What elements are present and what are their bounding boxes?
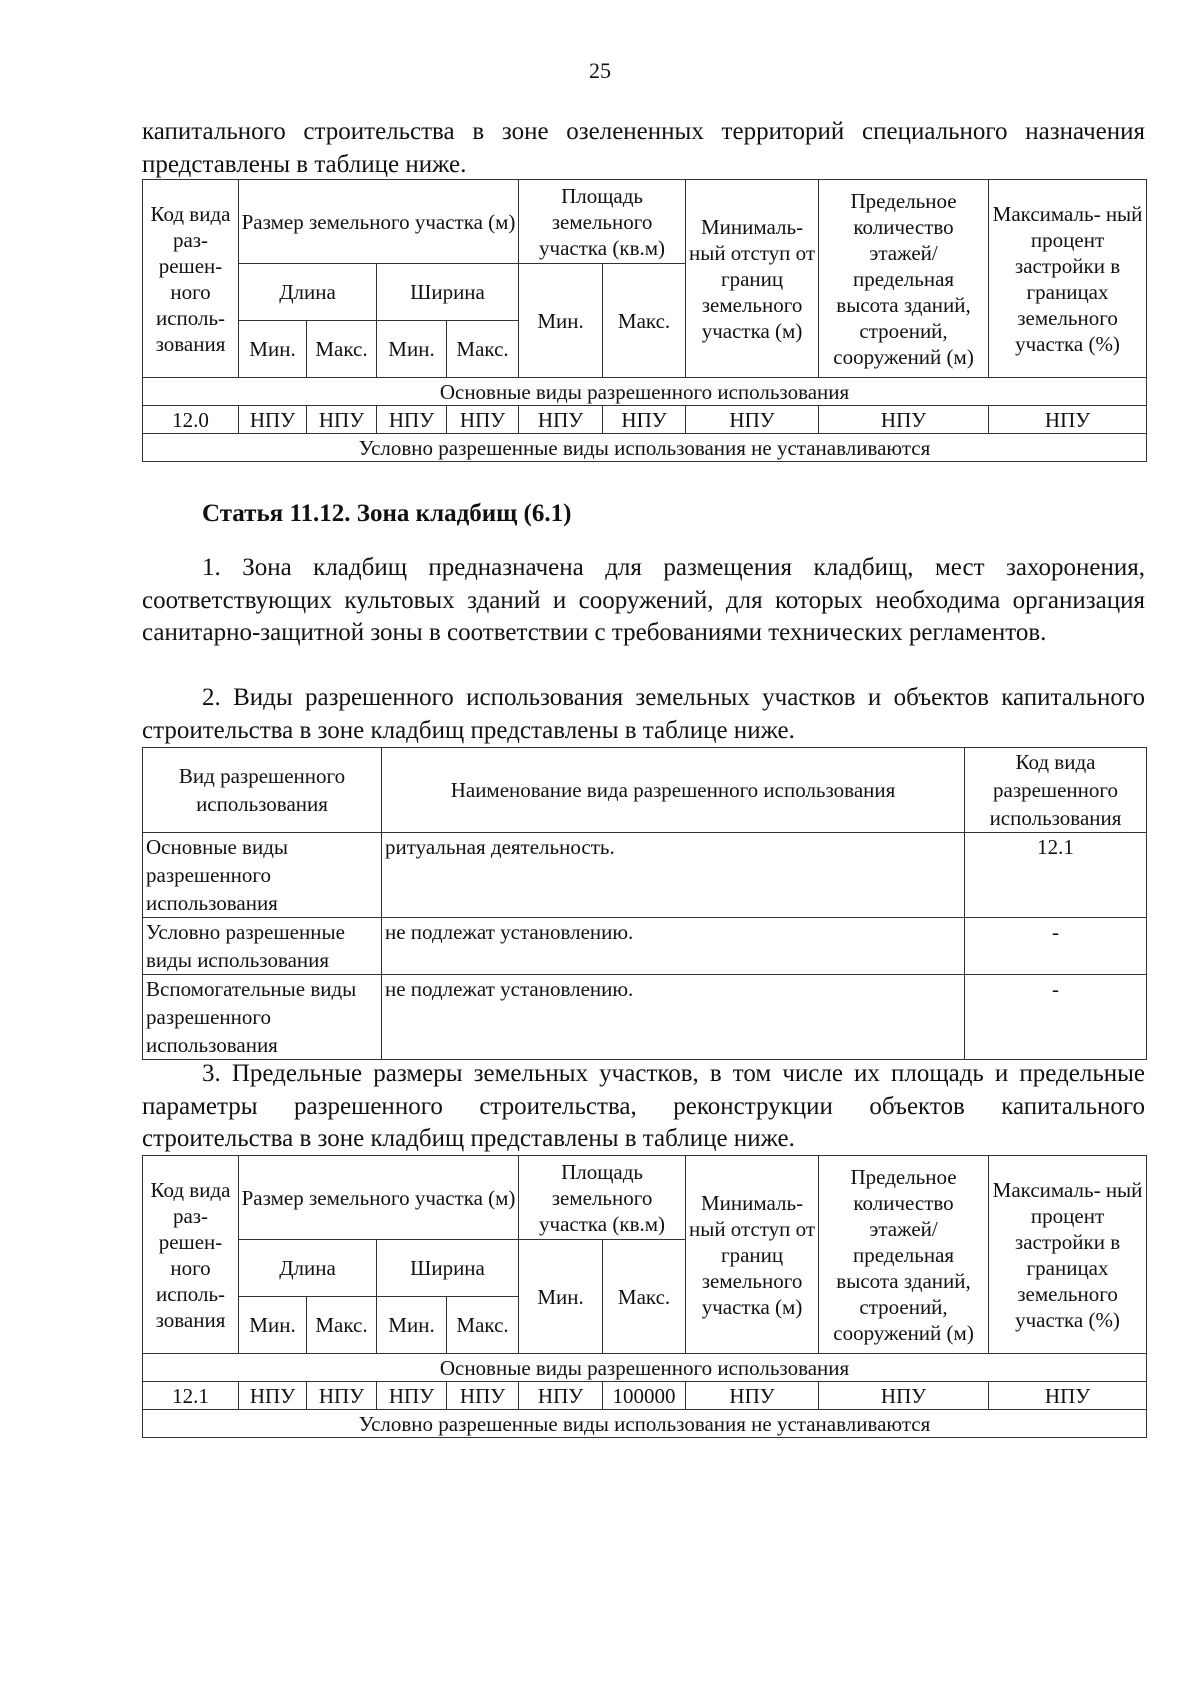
- header-width-max: Макс.: [447, 1297, 519, 1354]
- cell-width-max: НПУ: [447, 1382, 519, 1410]
- paragraph-1: 1. Зона кладбищ предназначена для размещения кладбищ, мест захоронения, соответствующих культовых зданий и сооружений, для которых необходима организация санитарно-защитной зоны в соответствии с требованиями технических регламентов.: [142, 554, 1145, 646]
- header-coverage: Максималь- ный процент застройки в границах земельного участка (%): [989, 180, 1147, 378]
- table-row: [143, 918, 1147, 975]
- main-uses-label: Основные виды разрешенного использования: [143, 1354, 1147, 1382]
- header-length-max: Макс.: [307, 321, 377, 378]
- cell-floors: НПУ: [819, 1382, 989, 1410]
- uses-table: [142, 747, 1147, 1060]
- header-size: Размер земельного участка (м): [239, 180, 519, 264]
- cell-length-max: НПУ: [307, 1382, 377, 1410]
- header-size: Размер земельного участка (м): [239, 1156, 519, 1240]
- uses-header-code: Код вида разрешенного использования: [965, 748, 1147, 833]
- cell-code: 12.0: [143, 406, 239, 434]
- header-floors: Предельное количество этажей/ предельная высота зданий, строений, сооружений (м): [819, 180, 989, 378]
- use-code: -: [965, 918, 1147, 975]
- uses-header-name: Наименование вида разрешенного использования: [382, 748, 965, 833]
- article-heading: Статья 11.12. Зона кладбищ (6.1): [202, 500, 572, 527]
- use-code: 12.1: [965, 833, 1147, 918]
- cell-width-max: НПУ: [447, 406, 519, 434]
- header-length: Длина: [239, 1240, 377, 1297]
- cell-width-min: НПУ: [377, 1382, 447, 1410]
- header-length: Длина: [239, 264, 377, 321]
- params-table-2: [142, 1155, 1147, 1438]
- cell-area-max: НПУ: [603, 406, 686, 434]
- cell-area-min: НПУ: [519, 406, 603, 434]
- table-row: [143, 975, 1147, 1060]
- header-length-min: Мин.: [239, 321, 307, 378]
- conditional-uses-label: Условно разрешенные виды использования не устанавливаются: [143, 1410, 1147, 1438]
- table-row: [143, 406, 1147, 434]
- header-area-min: Мин.: [519, 1240, 603, 1354]
- header-coverage: Максималь- ный процент застройки в границах земельного участка (%): [989, 1156, 1147, 1354]
- header-area: Площадь земельного участка (кв.м): [519, 180, 686, 264]
- cell-length-max: НПУ: [307, 406, 377, 434]
- header-width-max: Макс.: [447, 321, 519, 378]
- cell-setback: НПУ: [686, 406, 819, 434]
- header-width: Ширина: [377, 264, 519, 321]
- header-code: Код вида раз- решен- ного исполь- зования: [143, 180, 239, 378]
- header-length-max: Макс.: [307, 1297, 377, 1354]
- cell-floors: НПУ: [819, 406, 989, 434]
- paragraph-2: 2. Виды разрешенного использования земельных участков и объектов капитального строительства в зоне кладбищ представлены в таблице ниже.: [142, 684, 1145, 744]
- cell-length-min: НПУ: [239, 1382, 307, 1410]
- header-area: Площадь земельного участка (кв.м): [519, 1156, 686, 1240]
- conditional-uses-label: Условно разрешенные виды использования не устанавливаются: [143, 434, 1147, 462]
- header-floors: Предельное количество этажей/ предельная высота зданий, строений, сооружений (м): [819, 1156, 989, 1354]
- use-name: ритуальная деятельность.: [382, 833, 965, 918]
- cell-coverage: НПУ: [989, 1382, 1147, 1410]
- cell-coverage: НПУ: [989, 406, 1147, 434]
- cell-length-min: НПУ: [239, 406, 307, 434]
- use-type: Условно разрешенные виды использования: [143, 918, 382, 975]
- use-code: -: [965, 975, 1147, 1060]
- uses-header-type: Вид разрешенного использования: [143, 748, 382, 833]
- cell-area-min: НПУ: [519, 1382, 603, 1410]
- header-code: Код вида раз- решен- ного исполь- зования: [143, 1156, 239, 1354]
- use-type: Вспомогательные виды разрешенного использования: [143, 975, 382, 1060]
- header-setback: Минималь- ный отступ от границ земельного участка (м): [686, 180, 819, 378]
- header-length-min: Мин.: [239, 1297, 307, 1354]
- cell-setback: НПУ: [686, 1382, 819, 1410]
- header-area-max: Макс.: [603, 1240, 686, 1354]
- header-width-min: Мин.: [377, 321, 447, 378]
- main-uses-label: Основные виды разрешенного использования: [143, 378, 1147, 406]
- header-setback: Минималь- ный отступ от границ земельного участка (м): [686, 1156, 819, 1354]
- use-name: не подлежат установлению.: [382, 975, 965, 1060]
- header-area-min: Мин.: [519, 264, 603, 378]
- cell-width-min: НПУ: [377, 406, 447, 434]
- use-type: Основные виды разрешенного использования: [143, 833, 382, 918]
- page-number: 25: [589, 58, 611, 83]
- intro-paragraph: капитального строительства в зоне озелененных территорий специального назначения представлены в таблице ниже.: [142, 118, 1145, 178]
- cell-code: 12.1: [143, 1382, 239, 1410]
- cell-area-max: 100000: [603, 1382, 686, 1410]
- use-name: не подлежат установлению.: [382, 918, 965, 975]
- header-width-min: Мин.: [377, 1297, 447, 1354]
- header-area-max: Макс.: [603, 264, 686, 378]
- paragraph-3: 3. Предельные размеры земельных участков, в том числе их площадь и предельные параметры разрешенного строительства, реконструкции объектов капитального строительства в зоне кладбищ представлены в таблице ниже.: [142, 1060, 1145, 1152]
- table-row: [143, 833, 1147, 918]
- table-row: [143, 1382, 1147, 1410]
- params-table-1: [142, 179, 1147, 462]
- header-width: Ширина: [377, 1240, 519, 1297]
